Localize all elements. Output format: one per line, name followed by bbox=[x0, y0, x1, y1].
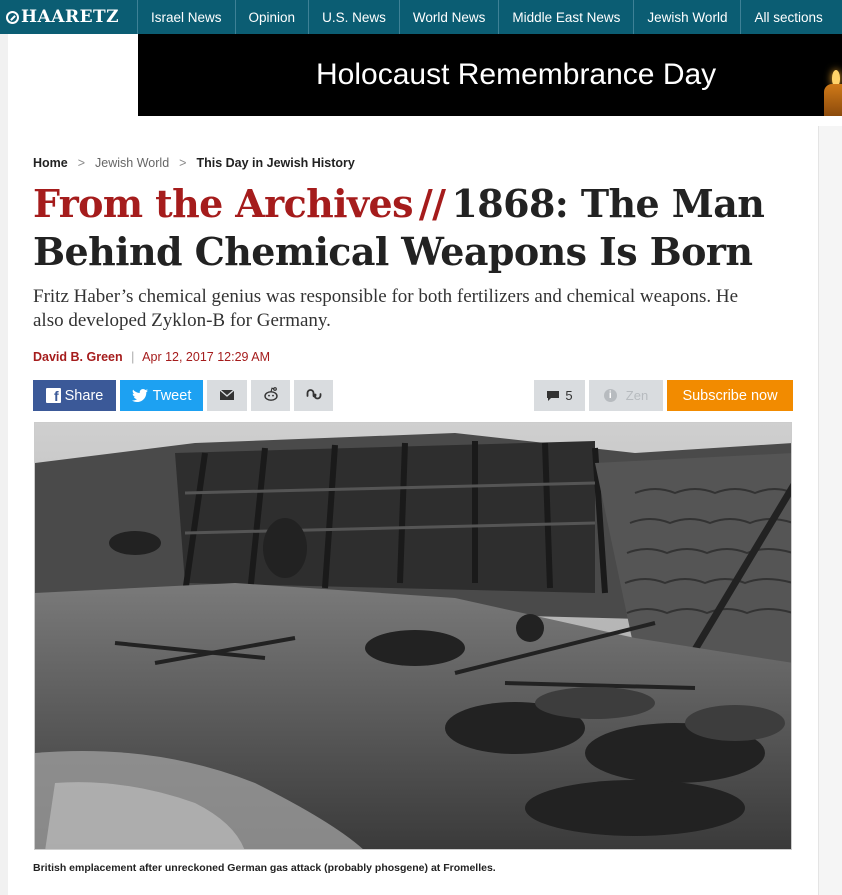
byline bbox=[33, 350, 270, 364]
nav-us-news[interactable]: U.S. News bbox=[309, 0, 400, 34]
twitter-tweet-button[interactable] bbox=[120, 380, 203, 411]
article-subtitle: Fritz Haber’s chemical genius was responsible for both fertilizers and chemical weapons. He also developed Zyklon-B for Germany. bbox=[33, 286, 739, 331]
envelope-icon bbox=[220, 388, 234, 404]
logo-text: HAARETZ bbox=[21, 7, 120, 27]
headline-kicker-separator: // bbox=[418, 181, 446, 226]
email-share-button[interactable] bbox=[207, 380, 247, 411]
right-sidebar-edge bbox=[818, 126, 842, 895]
headline-kicker: From the Archives bbox=[33, 181, 413, 226]
breadcrumb bbox=[33, 156, 355, 170]
logo-mark-icon bbox=[6, 11, 19, 24]
breadcrumb-separator: > bbox=[179, 156, 187, 170]
reddit-share-button[interactable] bbox=[251, 380, 290, 411]
subscribe-label: Subscribe now bbox=[682, 387, 778, 404]
stumbleupon-icon bbox=[306, 388, 322, 404]
info-icon: i bbox=[604, 389, 617, 402]
twitter-tweet-label: Tweet bbox=[152, 387, 192, 404]
article-photo bbox=[34, 422, 792, 850]
facebook-share-button[interactable] bbox=[33, 380, 116, 411]
top-navigation bbox=[0, 0, 842, 34]
breadcrumb-jewish-world[interactable]: Jewish World bbox=[95, 156, 170, 170]
breadcrumb-current[interactable]: This Day in Jewish History bbox=[196, 156, 355, 170]
haaretz-logo[interactable] bbox=[0, 0, 138, 34]
author-name[interactable]: David B. Green bbox=[33, 350, 123, 364]
reddit-icon bbox=[263, 387, 279, 405]
nav-all-sections[interactable]: All sections bbox=[754, 9, 823, 25]
nav-israel-news[interactable]: Israel News bbox=[138, 0, 236, 34]
facebook-icon: f bbox=[46, 388, 61, 403]
breadcrumb-home[interactable]: Home bbox=[33, 156, 68, 170]
nav-jewish-world[interactable]: Jewish World bbox=[634, 0, 741, 34]
comments-count: 5 bbox=[565, 388, 573, 403]
breadcrumb-separator: > bbox=[77, 156, 86, 170]
twitter-bird-icon bbox=[132, 389, 148, 402]
article-headline bbox=[33, 180, 803, 276]
publish-date: Apr 12, 2017 12:29 AM bbox=[142, 350, 271, 364]
stumbleupon-share-button[interactable] bbox=[294, 380, 333, 411]
nav-middle-east-news[interactable]: Middle East News bbox=[499, 0, 634, 34]
photo-caption: British emplacement after unreckoned German gas attack (probably phosgene) at Fromelles. bbox=[33, 862, 496, 874]
trench-photo-illustration bbox=[35, 423, 792, 850]
facebook-share-label: Share bbox=[64, 387, 104, 404]
nav-opinion[interactable]: Opinion bbox=[236, 0, 310, 34]
byline-separator: | bbox=[131, 350, 135, 364]
subscribe-button[interactable] bbox=[667, 380, 793, 411]
holocaust-remembrance-banner[interactable] bbox=[138, 34, 842, 116]
nav-world-news[interactable]: World News bbox=[400, 0, 500, 34]
banner-title: Holocaust Remembrance Day bbox=[316, 58, 717, 91]
zen-mode-button[interactable] bbox=[589, 380, 663, 411]
headline-title: 1868: The Man Behind Chemical Weapons Is Born bbox=[33, 181, 765, 274]
comment-bubble-icon bbox=[546, 390, 560, 402]
left-gutter bbox=[0, 34, 8, 895]
candle-icon bbox=[824, 84, 842, 116]
comments-button[interactable] bbox=[534, 380, 585, 411]
zen-label: Zen bbox=[625, 388, 649, 403]
